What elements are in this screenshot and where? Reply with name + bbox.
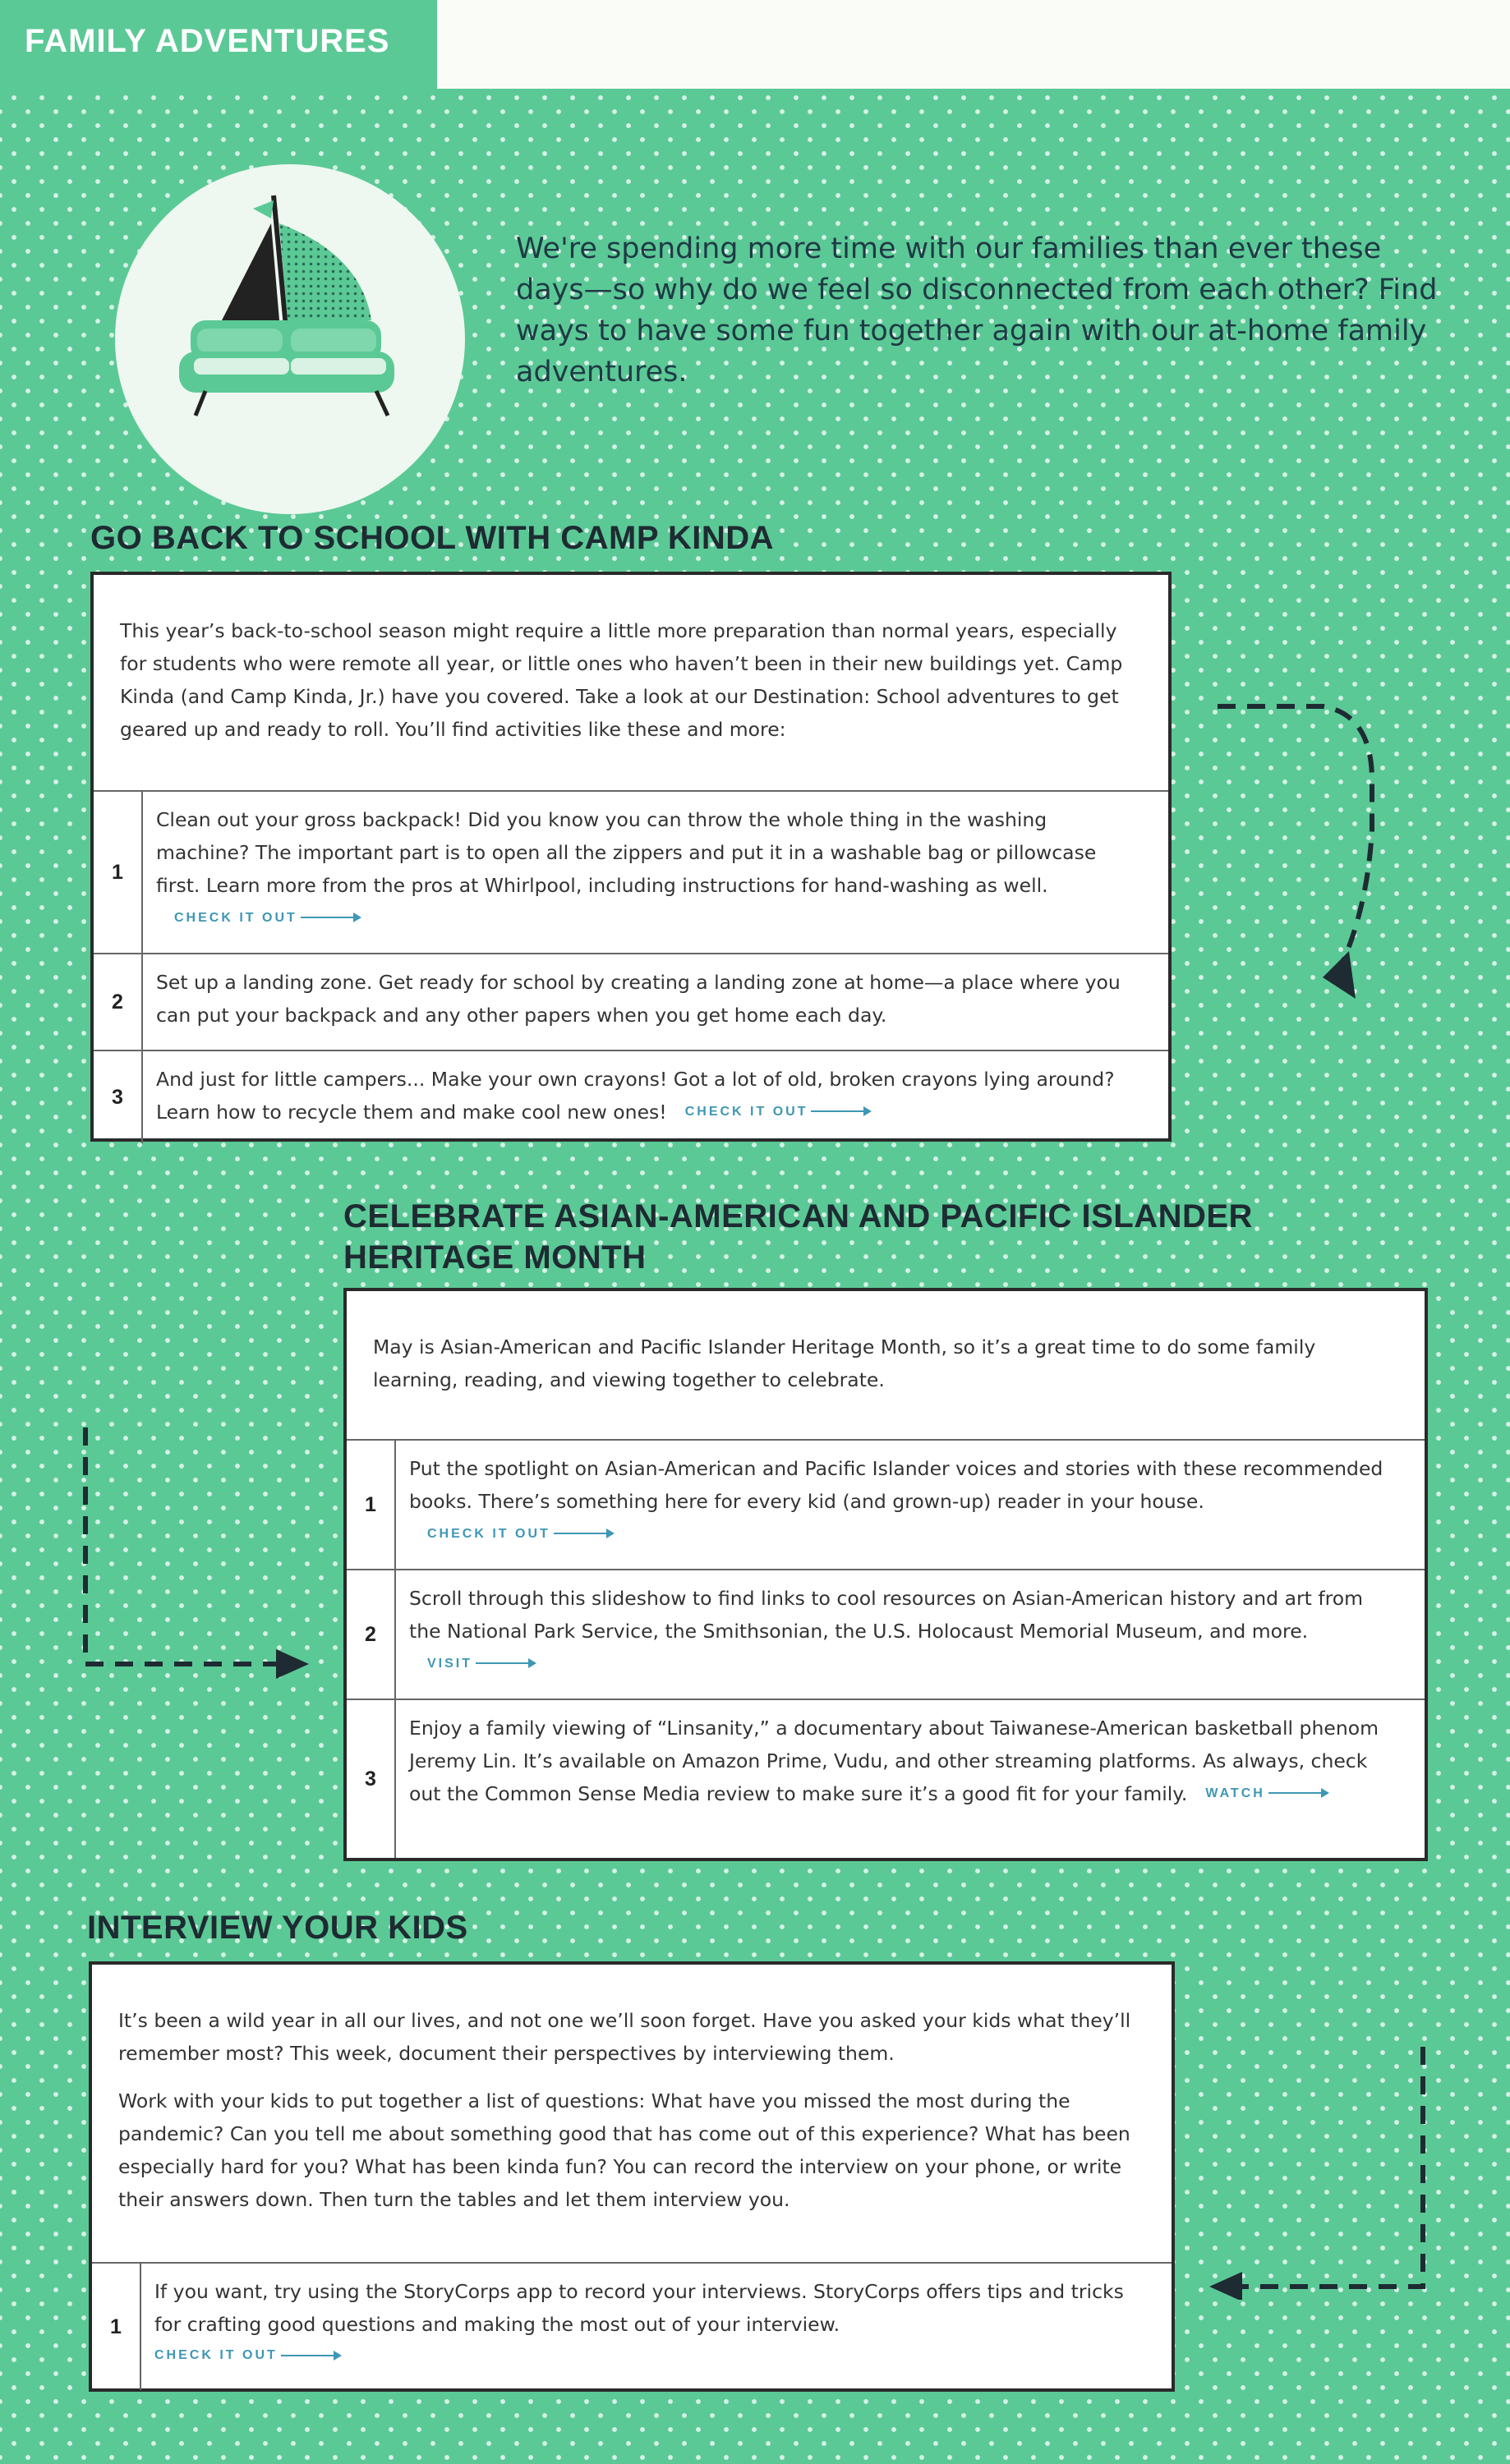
item-number: 2 — [347, 1570, 396, 1699]
arrow-right-icon — [476, 1662, 535, 1664]
card-intro-paragraph: It’s been a wild year in all our lives, and not one we’ll soon forget. Have you asked your kids what they’ll remember most? This week, document their perspectives by interviewing them. — [118, 2009, 1131, 2065]
item-text — [156, 966, 1144, 1032]
logo-badge — [115, 164, 465, 514]
item-number: 3 — [94, 1051, 143, 1143]
item-text — [156, 1063, 1144, 1130]
list-item — [347, 1699, 1425, 1858]
check-it-out-link[interactable] — [174, 902, 360, 935]
item-description: Scroll through this slideshow to find links to cool resources on Asian-American history and art from the National Park Service, the Smithsonian, the U.S. Holocaust Memorial Museum, and more. — [409, 1587, 1364, 1643]
card-aapi-heritage — [343, 1288, 1428, 1861]
check-it-out-link[interactable] — [685, 1096, 871, 1129]
list-item — [94, 1050, 1168, 1143]
item-description: And just for little campers... Make your own crayons! Got a lot of old, broken crayons lying around? Learn how to recycle them and make cool new ones! — [156, 1068, 1115, 1124]
card-intro-paragraph: May is Asian-American and Pacific Islander Heritage Month, so it’s a great time to do some family learning, reading, and viewing together to celebrate. — [373, 1335, 1316, 1391]
list-item — [94, 790, 1168, 953]
cta-label: CHECK IT OUT — [174, 910, 297, 925]
item-description: Put the spotlight on Asian-American and Pacific Islander voices and stories with these recommended books. There’s something here for every kid (and grown-up) reader in your house. — [409, 1457, 1383, 1513]
check-it-out-link[interactable] — [154, 2339, 1147, 2372]
check-it-out-link[interactable] — [427, 1518, 613, 1551]
cta-label: VISIT — [427, 1656, 473, 1671]
item-text — [409, 1452, 1400, 1552]
section-title-back-to-school: GO BACK TO SCHOOL WITH CAMP KINDA — [90, 520, 775, 556]
item-text — [154, 2275, 1147, 2374]
dashed-arrow-icon — [1191, 2037, 1438, 2300]
list-item — [347, 1569, 1425, 1699]
item-number: 3 — [347, 1700, 396, 1858]
card-intro-paragraph: This year’s back-to-school season might require a little more preparation than normal years, especially for students who were remote all year, or little ones who haven’t been in their new buildings yet. Camp Kinda (and Camp Kinda, Jr.) have you covered. Take a look at our Destination: School adventures to get geared up and ready to roll. You’ll find activities like these and more: — [120, 619, 1123, 741]
item-number: 1 — [94, 792, 143, 953]
card-interview-kids — [89, 1961, 1175, 2392]
card-intro — [347, 1291, 1425, 1439]
list-item — [94, 953, 1168, 1050]
item-description: If you want, try using the StoryCorps app to record your interviews. StoryCorps offers tips and tricks for crafting good questions and making the most out of your interview. — [154, 2280, 1124, 2336]
item-description: Clean out your gross backpack! Did you know you can throw the whole thing in the washing machine? The important part is to open all the zippers and put it in a washable bag or pillowcase first. Learn more from the pros at Whirlpool, including instructions for hand-washing as well. — [156, 808, 1097, 897]
card-intro-paragraph: Work with your kids to put together a list of questions: What have you missed the most during the pandemic? Can you tell me about something good that has come out of this experience? What has been especially hard for you? What has been kinda fun? You can record the interview on your phone, or write their answers down. Then turn the tables and let them interview you. — [118, 2089, 1130, 2211]
header-tab — [0, 0, 437, 89]
list-item — [347, 1439, 1425, 1569]
header-title: FAMILY ADVENTURES — [25, 23, 390, 59]
item-text — [156, 803, 1144, 936]
item-number: 1 — [347, 1441, 396, 1569]
arrow-right-icon — [811, 1110, 870, 1112]
list-item — [92, 2262, 1172, 2390]
section-title-aapi-heritage: CELEBRATE ASIAN-AMERICAN AND PACIFIC ISLANDER HERITAGE MONTH — [343, 1198, 1253, 1276]
card-back-to-school — [90, 572, 1172, 1142]
watch-link[interactable] — [1205, 1777, 1327, 1810]
card-intro — [92, 1965, 1172, 2262]
item-number: 1 — [92, 2264, 141, 2390]
arrow-right-icon — [554, 1533, 613, 1534]
activity-list — [94, 790, 1168, 1143]
item-description: Enjoy a family viewing of “Linsanity,” a documentary about Taiwanese-American basketball phenom Jeremy Lin. It’s available on Amazon Prime, Vudu, and other streaming platforms. As always, check out the Common Sense Media review to make sure it’s a good fit for your family. — [409, 1717, 1379, 1805]
arrow-right-icon — [1268, 1792, 1328, 1794]
header-bar — [437, 0, 1510, 89]
cta-label: CHECK IT OUT — [154, 2348, 278, 2362]
activity-list — [92, 2262, 1172, 2390]
arrow-right-icon — [281, 2355, 340, 2356]
cta-label: CHECK IT OUT — [684, 1104, 808, 1119]
dashed-arrow-icon — [1199, 690, 1405, 1018]
intro-text: We're spending more time with our families than ever these days—so why do we feel so disconnected from each other? Find ways to have some fun together again with our at-home family adventures. — [516, 232, 1438, 388]
card-intro — [94, 575, 1168, 790]
cta-label: CHECK IT OUT — [427, 1526, 550, 1541]
sailboat-couch-icon — [115, 164, 465, 514]
arrow-right-icon — [301, 917, 360, 918]
activity-list — [347, 1439, 1425, 1858]
visit-link[interactable] — [427, 1648, 535, 1680]
item-text — [409, 1582, 1400, 1682]
dashed-arrow-icon — [74, 1413, 329, 1692]
cta-label: WATCH — [1205, 1786, 1265, 1800]
item-description: Set up a landing zone. Get ready for school by creating a landing zone at home—a place where you can put your backpack and any other papers when you get home each day. — [156, 971, 1121, 1027]
item-text — [409, 1712, 1400, 1812]
section-title-interview-kids: INTERVIEW YOUR KIDS — [87, 1910, 468, 1946]
item-number: 2 — [94, 954, 143, 1050]
